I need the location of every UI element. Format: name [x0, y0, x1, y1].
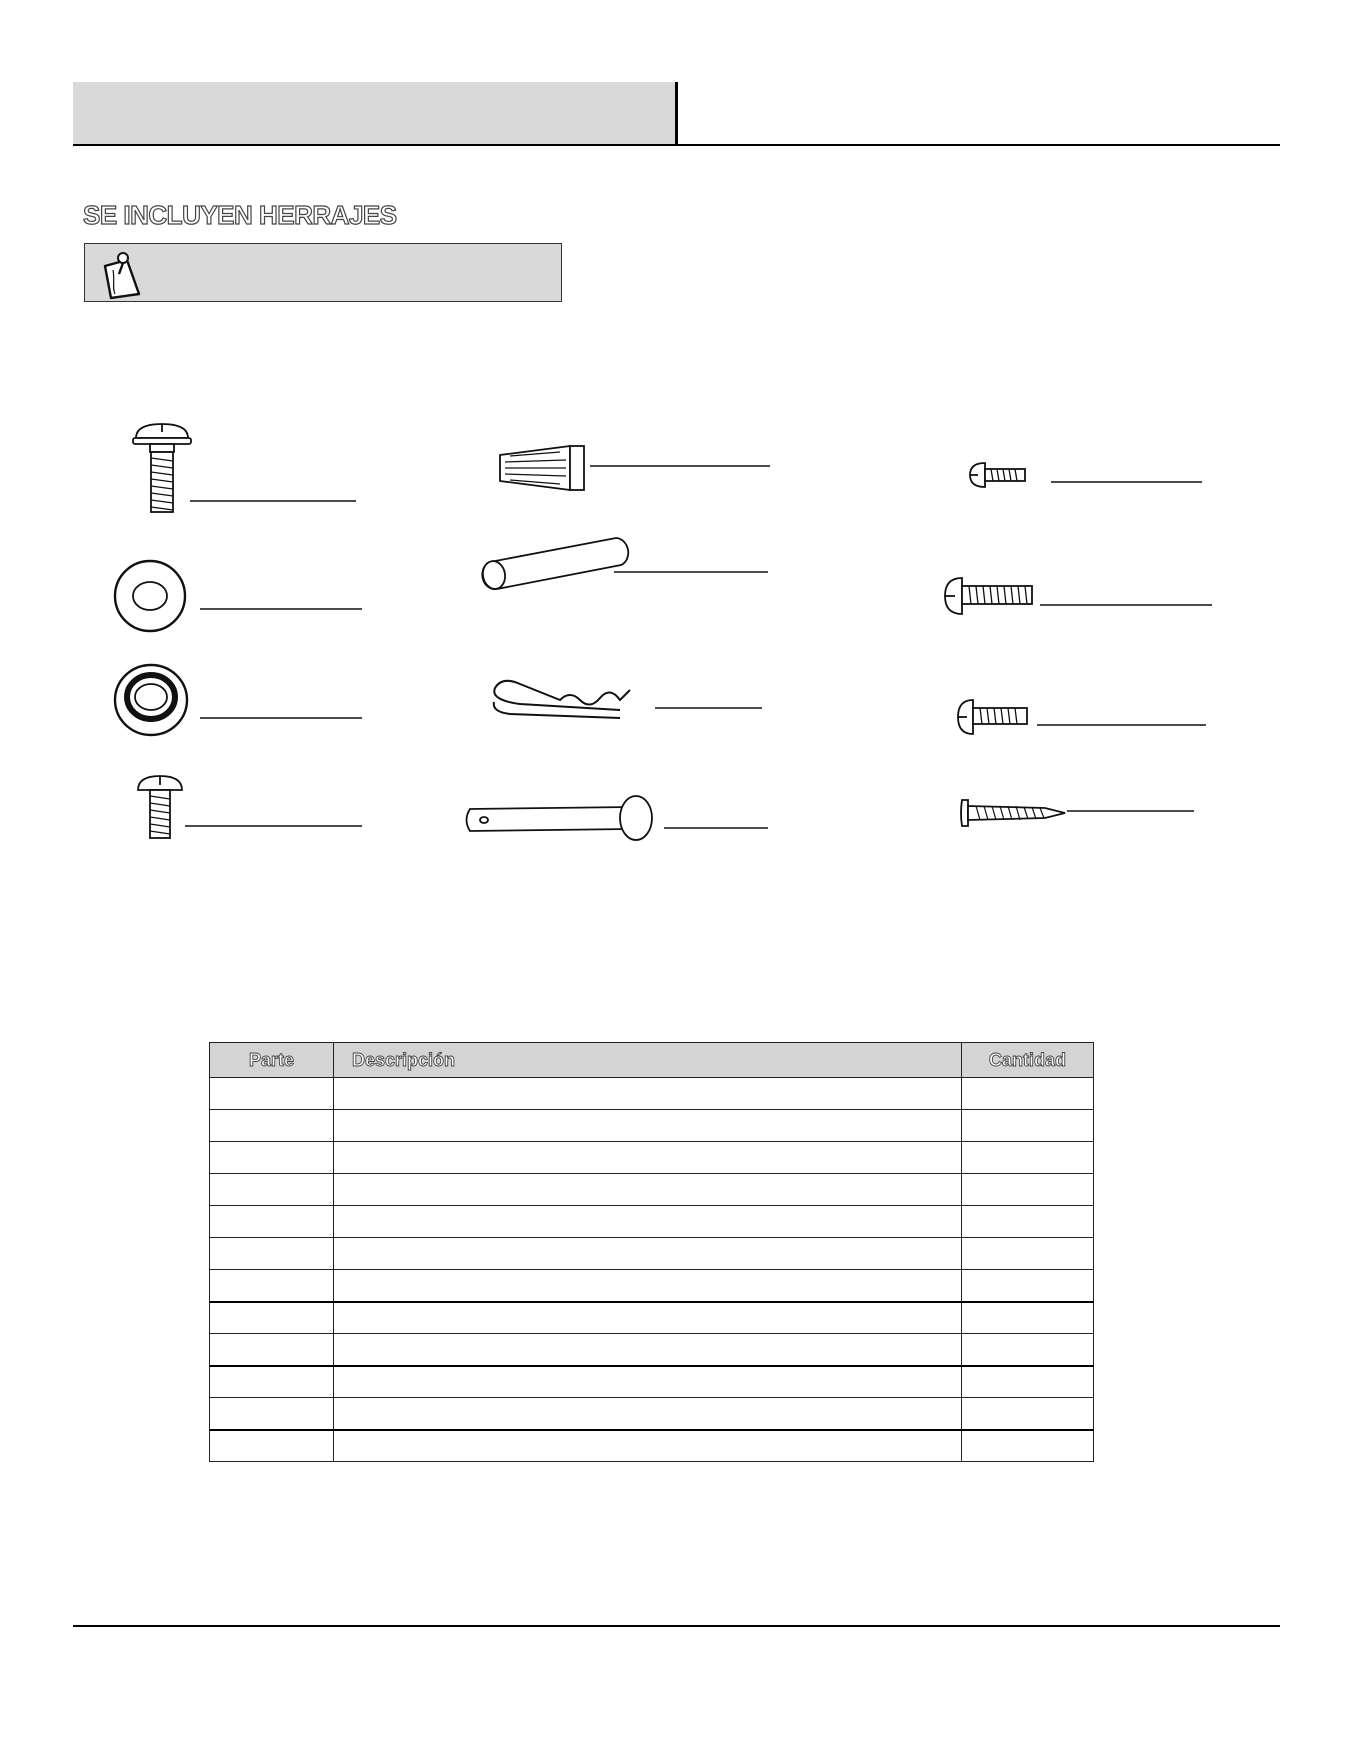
cell-part [210, 1430, 334, 1462]
cell-part [210, 1366, 334, 1398]
cell-quantity [962, 1206, 1094, 1238]
short-machine-screw-icon [138, 776, 362, 838]
cell-description [334, 1174, 962, 1206]
table-row [210, 1206, 1094, 1238]
cell-description [334, 1206, 962, 1238]
medium-machine-screw-icon [958, 700, 1206, 734]
table-row [210, 1398, 1094, 1430]
table-row [210, 1270, 1094, 1302]
cell-quantity [962, 1174, 1094, 1206]
header-description: Descripción [334, 1043, 962, 1078]
cell-part [210, 1334, 334, 1366]
cell-description [334, 1366, 962, 1398]
clevis-pin-icon [467, 796, 769, 840]
cell-description [334, 1334, 962, 1366]
cell-part [210, 1398, 334, 1430]
cell-part [210, 1174, 334, 1206]
cell-part [210, 1270, 334, 1302]
cell-quantity [962, 1238, 1094, 1270]
cell-quantity [962, 1430, 1094, 1462]
pan-head-washer-screw-icon [133, 424, 356, 512]
header-part: Parte [210, 1043, 334, 1078]
wood-screw-icon [961, 800, 1194, 826]
cell-part [210, 1302, 334, 1334]
cell-description [334, 1430, 962, 1462]
cell-quantity [962, 1270, 1094, 1302]
parts-table [209, 1042, 1094, 1462]
cell-description [334, 1142, 962, 1174]
cell-part [210, 1142, 334, 1174]
cell-description [334, 1302, 962, 1334]
long-machine-screw-icon [945, 578, 1212, 614]
cell-part [210, 1238, 334, 1270]
table-header-row [210, 1043, 1094, 1078]
table-row [210, 1110, 1094, 1142]
table-row [210, 1142, 1094, 1174]
small-machine-screw-icon [970, 463, 1202, 487]
cell-quantity [962, 1142, 1094, 1174]
wire-connector-icon [500, 446, 770, 490]
section-title: SE INCLUYEN HERRAJES [83, 200, 397, 230]
cell-quantity [962, 1398, 1094, 1430]
header-quantity: Cantidad [962, 1043, 1094, 1078]
cell-quantity [962, 1110, 1094, 1142]
table-row [210, 1430, 1094, 1462]
table-row [210, 1238, 1094, 1270]
hairpin-clip-icon [494, 681, 762, 718]
table-row [210, 1078, 1094, 1110]
lock-washer-icon [115, 665, 362, 735]
table-row [210, 1174, 1094, 1206]
cell-quantity [962, 1334, 1094, 1366]
cell-part [210, 1110, 334, 1142]
coupling-pin-icon [481, 538, 768, 591]
cell-quantity [962, 1366, 1094, 1398]
cell-quantity [962, 1302, 1094, 1334]
cell-description [334, 1398, 962, 1430]
table-row [210, 1302, 1094, 1334]
cell-description [334, 1238, 962, 1270]
cell-description [334, 1110, 962, 1142]
cell-description [334, 1270, 962, 1302]
footer-rule [73, 1625, 1280, 1627]
cell-description [334, 1078, 962, 1110]
table-row [210, 1334, 1094, 1366]
cell-part [210, 1206, 334, 1238]
cell-part [210, 1078, 334, 1110]
cell-quantity [962, 1078, 1094, 1110]
flat-washer-icon [115, 561, 362, 631]
table-row [210, 1366, 1094, 1398]
